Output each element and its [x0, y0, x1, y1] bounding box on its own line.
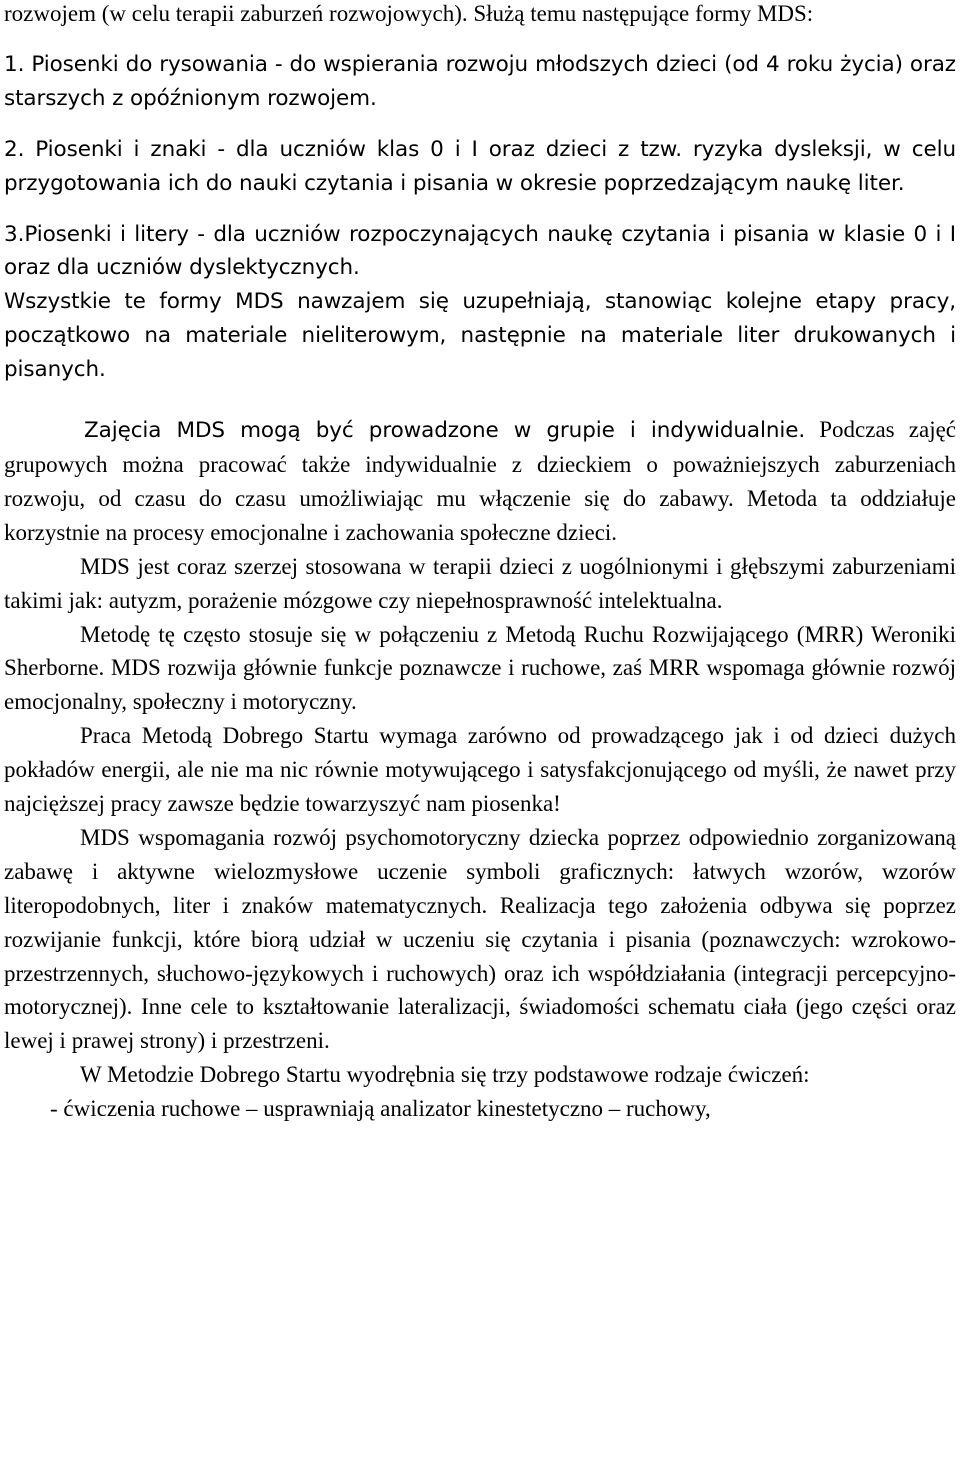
list-item-1-text: 1. Piosenki do rysowania - do wspierania rozwoju młodszych dzieci (od 4 roku życia) oraz starszych z opóźnionym rozwojem.: [4, 51, 956, 111]
forms-summary-text: Wszystkie te formy MDS nawzajem się uzupełniają, stanowiąc kolejne etapy pracy, początkowo na materiale nieliterowym, następnie na materiale liter drukowanych i pisanych.: [4, 289, 956, 383]
list-item-2-text: 2. Piosenki i znaki - dla uczniów klas 0 i I oraz dzieci z tzw. ryzyka dysleksji, w celu przygotowania ich do nauki czytania i pisania w okresie poprzedzającym naukę liter.: [4, 136, 956, 196]
exercise-list-item-motor: [4, 1092, 956, 1126]
document-page: [4, 0, 956, 1126]
autism-therapy-paragraph: [4, 550, 956, 618]
forms-summary-paragraph: [4, 285, 956, 387]
group-work-lead: Zajęcia MDS mogą być prowadzone w grupie i indywidualnie.: [84, 418, 806, 444]
intro-paragraph: [4, 0, 956, 31]
group-work-text: Podczas zajęć grupowych można pracować także indywidualnie z dzieckiem o poważniejszych zaburzeniach rozwoju, od czasu do czasu umożliwiając mu włączenie się do zabawy. Metoda ta oddziałuje korzystnie na procesy emocjonalne i zachowania społeczne dzieci.: [4, 417, 957, 545]
group-work-paragraph: [4, 413, 956, 550]
list-item-3-text: 3.Piosenki i litery - dla uczniów rozpoczynających naukę czytania i pisania w klasie 0 i I oraz dla uczniów dyslektycznych.: [4, 221, 956, 281]
exercise-types-text: W Metodzie Dobrego Startu wyodrębnia się trzy podstawowe rodzaje ćwiczeń:: [80, 1062, 810, 1088]
list-item-1: [4, 48, 956, 116]
psychomotor-paragraph: [4, 821, 956, 1058]
sherborne-method-text: Metodę tę często stosuje się w połączeniu z Metodą Ruchu Rozwijającego (MRR) Weroniki Sherborne. MDS rozwija głównie funkcje poznawcze i ruchowe, zaś MRR wspomaga głównie rozwój emocjonalny, społeczny i motoryczny.: [4, 621, 956, 715]
energy-paragraph: [4, 719, 956, 821]
list-item-2: [4, 133, 956, 201]
exercise-list-item-motor-text: - ćwiczenia ruchowe – usprawniają analizator kinestetyczno – ruchowy,: [50, 1096, 711, 1122]
list-item-3: [4, 218, 956, 286]
intro-text: rozwojem (w celu terapii zaburzeń rozwojowych). Służą temu następujące formy MDS:: [4, 1, 814, 26]
sherborne-method-paragraph: [4, 618, 956, 720]
autism-therapy-text: MDS jest coraz szerzej stosowana w terapii dzieci z uogólnionymi i głębszymi zaburzeniami takimi jak: autyzm, porażenie mózgowe czy niepełnosprawność intelektualna.: [4, 553, 956, 613]
energy-text: Praca Metodą Dobrego Startu wymaga zarówno od prowadzącego jak i od dzieci dużych pokładów energii, ale nie ma nic równie motywującego i satysfakcjonującego od myśli, że nawet przy najcięższej pracy zawsze będzie towarzyszyć nam piosenka!: [4, 723, 956, 817]
psychomotor-text: MDS wspomagania rozwój psychomotoryczny dziecka poprzez odpowiednio zorganizowaną zabawę i aktywne wielozmysłowe uczenie symboli graficznych: łatwych wzorów, wzorów literopodobnych, liter i znaków matematycznych. Realizacja tego założenia odbywa się poprzez rozwijanie funkcji, które biorą udział w uczeniu się czytania i pisania (poznawczych: wzrokowo-przestrzennych, słuchowo-językowych i ruchowych) oraz ich współdziałania (integracji percepcyjno-motorycznej). Inne cele to kształtowanie lateralizacji, świadomości schematu ciała (jego części oraz lewej i prawej strony) i przestrzeni.: [4, 824, 956, 1054]
exercise-types-paragraph: [4, 1058, 956, 1092]
